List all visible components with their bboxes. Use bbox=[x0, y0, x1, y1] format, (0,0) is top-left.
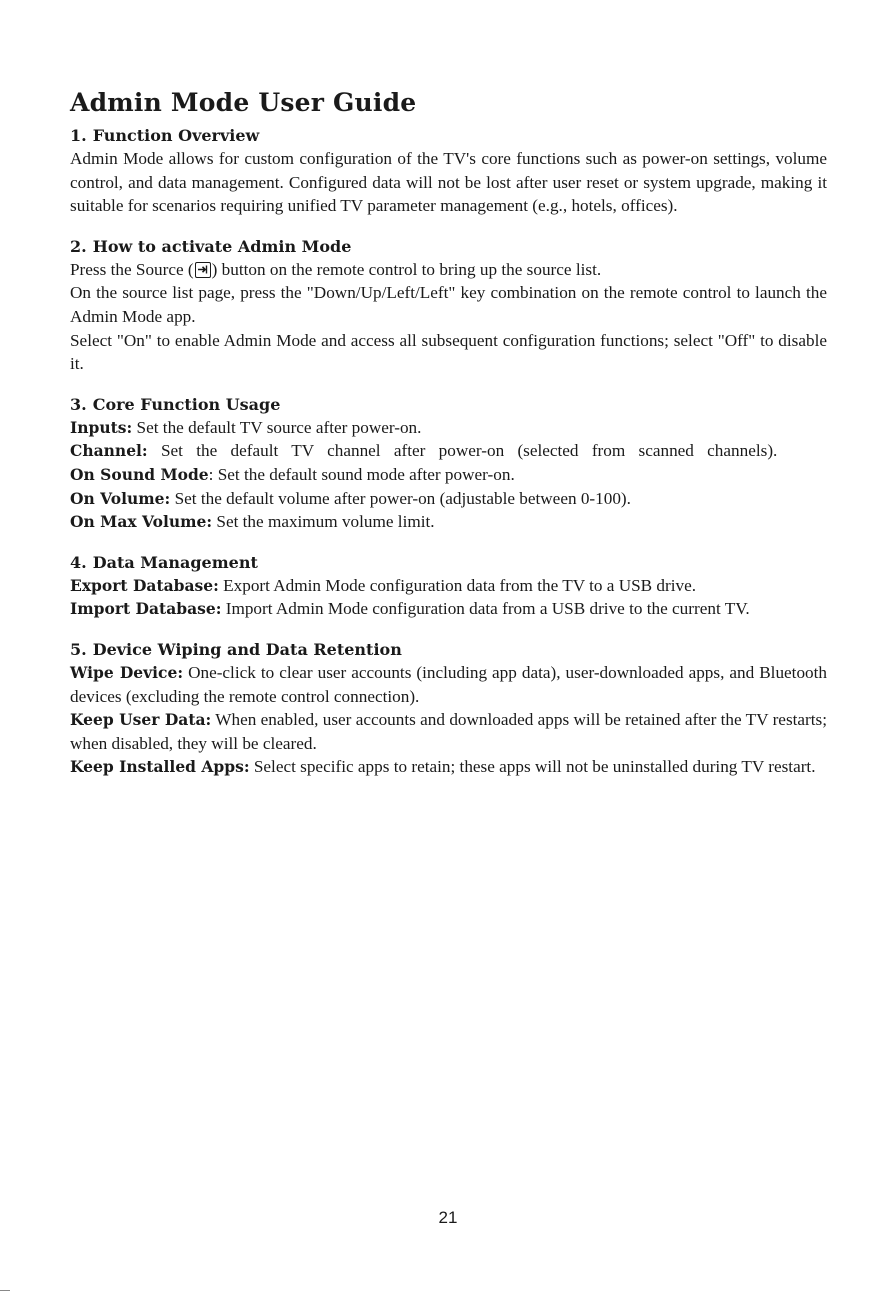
section-heading bbox=[70, 638, 827, 661]
section-heading bbox=[70, 235, 827, 258]
section-activate-admin-mode bbox=[70, 235, 827, 376]
term-label: Inputs: bbox=[70, 417, 133, 437]
section-number: 1. bbox=[70, 126, 87, 145]
term-description: Import Admin Mode configuration data from a USB drive to the current TV. bbox=[221, 599, 750, 619]
page-number: 21 bbox=[438, 1208, 458, 1227]
section-title: Core Function Usage bbox=[92, 394, 281, 414]
corner-mark bbox=[0, 1290, 10, 1291]
term-description: Export Admin Mode configuration data from the TV to a USB drive. bbox=[218, 575, 697, 595]
section-number: 4. bbox=[70, 552, 87, 572]
section-heading bbox=[70, 124, 827, 147]
section-heading bbox=[70, 393, 827, 416]
term-label: Channel: bbox=[70, 441, 148, 461]
term-description: One-click to clear user accounts (including app data), user-downloaded apps, and Bluetooth devices (excluding the remote control connection). bbox=[70, 662, 827, 706]
term-label: Keep Installed Apps: bbox=[70, 757, 250, 777]
paragraph bbox=[70, 416, 827, 440]
term-label: On Max Volume: bbox=[70, 512, 213, 532]
section-number: 2. bbox=[70, 236, 87, 256]
paragraph: Select "On" to enable Admin Mode and access all subsequent configuration functions; select "Off" to disable it. bbox=[70, 330, 827, 374]
section-number: 3. bbox=[70, 394, 87, 414]
paragraph: Admin Mode allows for custom configuration of the TV's core functions such as power-on settings, volume control, and data management. Configured data will not be lost after user reset or system upgrade, making it suitable for scenarios requiring unified TV parameter management (e.g., hotels, offices). bbox=[70, 149, 827, 216]
section-title: Device Wiping and Data Retention bbox=[92, 639, 402, 659]
term-label: Wipe Device: bbox=[70, 662, 184, 682]
paragraph bbox=[70, 661, 827, 708]
section-title: Data Management bbox=[92, 552, 258, 572]
term-label: Import Database: bbox=[70, 599, 222, 619]
paragraph bbox=[70, 708, 827, 755]
paragraph-text: Press the Source ( bbox=[70, 259, 194, 279]
paragraph bbox=[70, 487, 827, 511]
term-description: Set the default volume after power-on (adjustable between 0-100). bbox=[170, 488, 631, 508]
term-label: On Volume: bbox=[70, 488, 171, 508]
term-description: Set the default TV source after power-on. bbox=[132, 417, 422, 437]
term-description: : Set the default sound mode after power-on. bbox=[208, 464, 515, 484]
section-title: How to activate Admin Mode bbox=[92, 236, 352, 256]
term-description: Set the default TV channel after power-on (selected from scanned channels). bbox=[147, 441, 778, 461]
section-data-management bbox=[70, 551, 827, 621]
paragraph bbox=[70, 439, 827, 463]
term-label: Keep User Data: bbox=[70, 710, 212, 730]
paragraph bbox=[70, 510, 827, 534]
paragraph-text: ) button on the remote control to bring up the source list. bbox=[211, 259, 602, 279]
paragraph bbox=[70, 755, 827, 779]
section-device-wiping bbox=[70, 638, 827, 779]
source-input-icon bbox=[195, 262, 211, 278]
term-description: Set the maximum volume limit. bbox=[212, 512, 435, 532]
document-page bbox=[70, 86, 827, 796]
section-function-overview bbox=[70, 124, 827, 218]
paragraph bbox=[70, 597, 827, 621]
page-title: Admin Mode User Guide bbox=[70, 88, 417, 117]
term-label: On Sound Mode bbox=[70, 464, 209, 484]
term-description: When enabled, user accounts and downloaded apps will be retained after the TV restarts; when disabled, they will be cleared. bbox=[70, 710, 827, 753]
paragraph bbox=[70, 463, 827, 487]
paragraph: On the source list page, press the "Down/Up/Left/Left" key combination on the remote control to launch the Admin Mode app. bbox=[70, 283, 827, 326]
section-number: 5. bbox=[70, 639, 87, 659]
section-core-function-usage bbox=[70, 393, 827, 534]
paragraph bbox=[70, 574, 827, 598]
term-label: Export Database: bbox=[70, 575, 219, 595]
paragraph bbox=[70, 258, 827, 282]
term-description: Select specific apps to retain; these apps will not be uninstalled during TV restart. bbox=[249, 757, 816, 777]
section-heading bbox=[70, 551, 827, 574]
section-title: Function Overview bbox=[92, 126, 260, 145]
